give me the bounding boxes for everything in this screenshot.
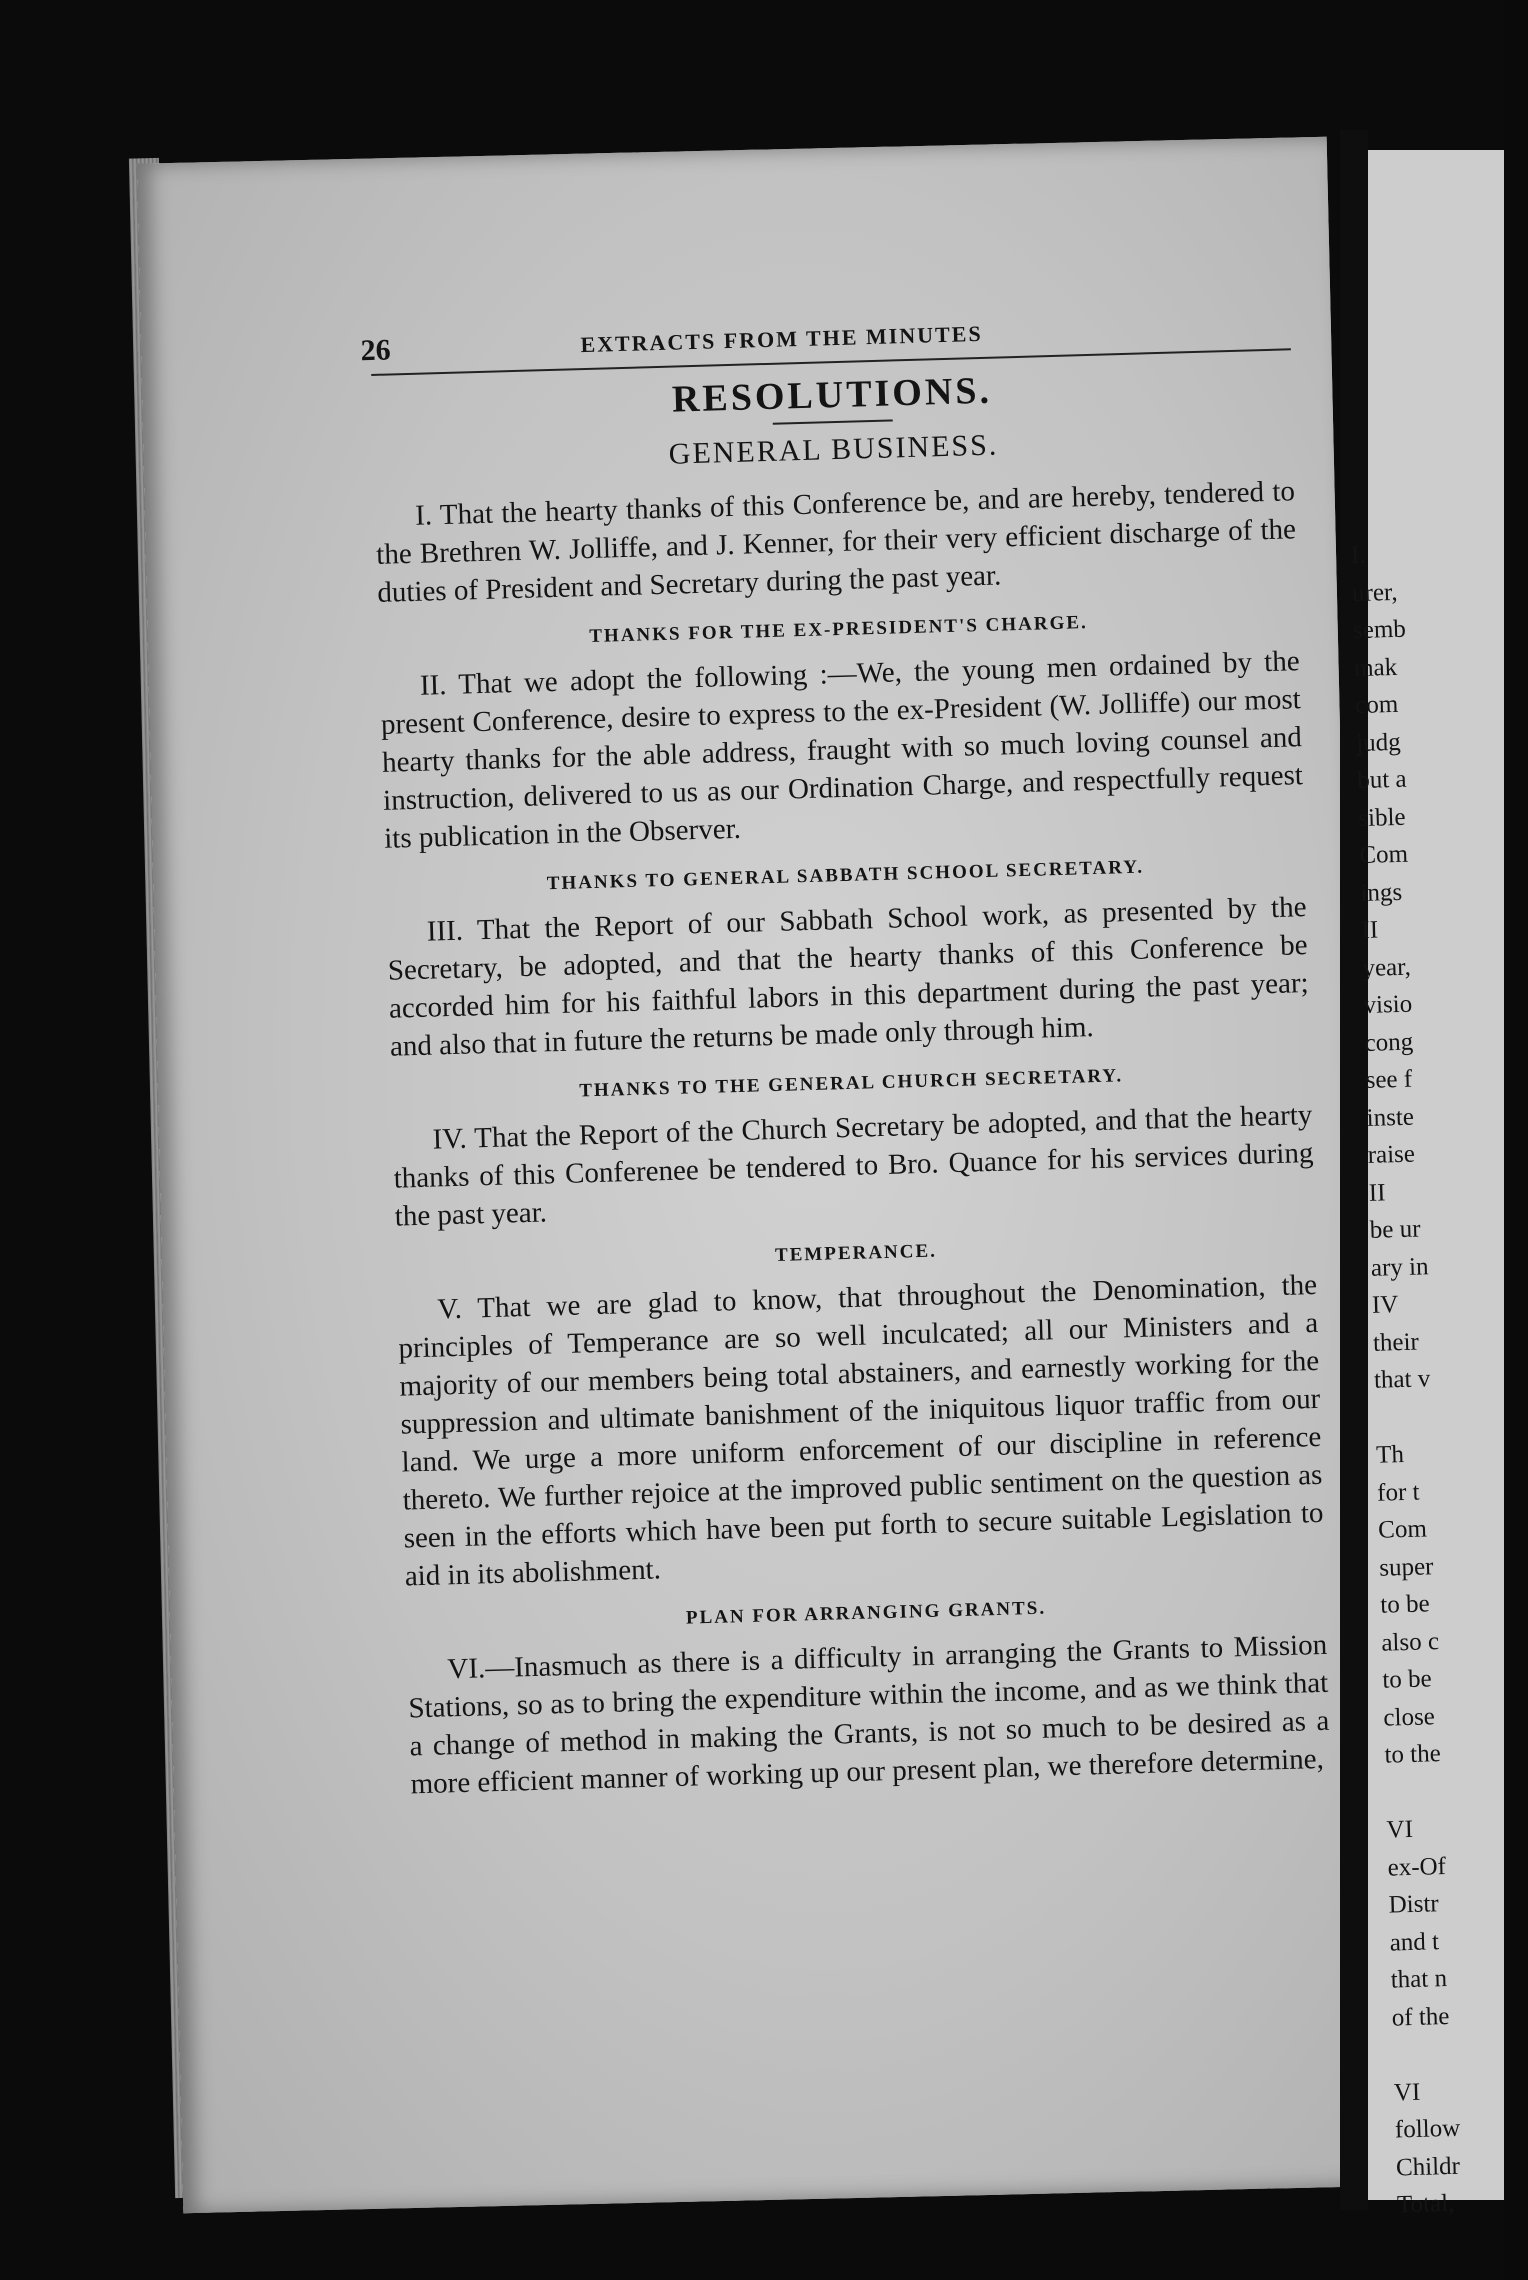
facing-page-line: but a xyxy=(1356,765,1407,795)
facing-page-line: raise xyxy=(1367,1140,1416,1169)
section-heading: THANKS TO THE GENERAL CHURCH SECRETARY. xyxy=(579,1065,1124,1102)
facing-page-line: cong xyxy=(1364,1028,1414,1057)
book-gutter xyxy=(1340,130,1368,2210)
facing-page-line: be ur xyxy=(1369,1215,1421,1244)
section-heading: PLAN FOR ARRANGING GRANTS. xyxy=(685,1597,1047,1629)
facing-page-line: Distr xyxy=(1388,1890,1440,1919)
facing-page-line: also c xyxy=(1380,1627,1440,1657)
running-title: EXTRACTS FROM THE MINUTES xyxy=(580,320,983,358)
resolution-paragraph: IV. That the Report of the Church Secretary be adopted, and that the hearty thanks of this Conferenee be tendered to Bro. Quance for his services during the past year. xyxy=(393,1099,1314,1233)
facing-page-line: their xyxy=(1372,1328,1420,1357)
facing-page-line: see f xyxy=(1365,1065,1413,1094)
facing-page-line xyxy=(1385,1771,1516,1812)
resolution-paragraph: V. That we are glad to know, that throughout the Denomination, the principles of Temperance are so well inculcated; all our Ministers and a majority of our members being total abstainers, and earnestly working for the suppression and ultimate banishment of the iniquitous liquor traffic from our land. We urge a more uniform enforcement of our discipline in reference thereto. We further rejoice at the improved public sentiment on the question as seen in the efforts which have been put forth to secure suitable Legislation to aid in its abolishment. xyxy=(398,1268,1324,1593)
facing-page-line: VI xyxy=(1386,1815,1414,1844)
facing-page-line: for t xyxy=(1376,1478,1420,1507)
facing-page-line: Total, xyxy=(1396,2189,1455,2219)
facing-page-line: urer, xyxy=(1351,578,1398,607)
resolution-paragraph: VI.—Inasmuch as there is a difficulty in arranging the Grants to Mission Stations, so as to bring the expenditure within the income, and as we think that a change of method in making the Grants, is not so much to be desired as a more efficient manner of working up our present plan, we therefore determine, xyxy=(408,1628,1330,1801)
facing-page-line: year, xyxy=(1362,953,1412,982)
resolution-paragraph: II. That we adopt the following :—We, the young men ordained by the present Conference, desire to express to the ex-President (W. Jolliffe) our most hearty thanks for the able address, fraught with so much loving counsel and instruction, delivered to us as our Ordination Charge, and respectfully request its publication in the Observer. xyxy=(380,645,1304,855)
section-heading: THANKS TO GENERAL SABBATH SCHOOL SECRETARY. xyxy=(546,856,1145,895)
facing-page-line: judg xyxy=(1355,728,1402,757)
resolution-paragraph: III. That the Report of our Sabbath School work, as presented by the Secretary, be adopted, and that the hearty thanks of this Conference be accorded him for his faithful labors in this department during the past year; and also that in future the returns be made only through him. xyxy=(387,891,1310,1063)
facing-page-line: ings xyxy=(1360,878,1403,907)
facing-page-line: visio xyxy=(1363,990,1413,1019)
facing-page-line: semb xyxy=(1352,615,1407,645)
facing-page-line: to the xyxy=(1384,1740,1442,1769)
facing-page-line: Com xyxy=(1377,1515,1428,1544)
heading-rule xyxy=(773,419,893,424)
facing-page-line: II xyxy=(1361,916,1379,944)
section-heading: TEMPERANCE. xyxy=(774,1240,938,1267)
facing-page-line: that v xyxy=(1373,1365,1431,1394)
facing-page-line: to be xyxy=(1379,1590,1430,1619)
facing-page-line: sible xyxy=(1357,803,1406,832)
facing-page-line: ary in xyxy=(1370,1252,1429,1282)
facing-page-line: of the xyxy=(1391,2002,1450,2032)
facing-page-line: I. xyxy=(1350,541,1366,570)
sub-heading: GENERAL BUSINESS. xyxy=(668,428,999,471)
facing-page-line: follow xyxy=(1394,2114,1461,2144)
facing-page-line: close xyxy=(1383,1702,1436,1732)
facing-page-line xyxy=(1375,1396,1506,1437)
facing-page-text xyxy=(1350,534,1527,2224)
main-heading: RESOLUTIONS. xyxy=(671,369,993,421)
facing-page-line: inste xyxy=(1366,1103,1415,1132)
facing-page-line: VI xyxy=(1393,2078,1421,2107)
facing-page-line: to be xyxy=(1382,1665,1433,1694)
page-content xyxy=(360,304,1331,1803)
facing-page-line: Th xyxy=(1375,1441,1405,1469)
facing-page-line: mak xyxy=(1353,653,1398,682)
facing-page-line xyxy=(1392,2033,1523,2074)
facing-page-line: super xyxy=(1378,1552,1434,1582)
facing-page-line: Childr xyxy=(1395,2152,1461,2182)
facing-page-line: com xyxy=(1354,690,1399,720)
page-number: 26 xyxy=(360,333,392,368)
facing-page-line: that n xyxy=(1390,1965,1448,1994)
facing-page-line: ex-Of xyxy=(1387,1852,1447,1882)
facing-page-line: Com xyxy=(1358,840,1409,870)
facing-page-line: II xyxy=(1368,1178,1386,1207)
resolution-paragraph: I. That the hearty thanks of this Conference be, and are hereby, tendered to the Brethren W. Jolliffe, and J. Kenner, for their very efficient discharge of the duties of President and Secretary during the past year. xyxy=(375,475,1297,609)
facing-page-line: and t xyxy=(1389,1927,1440,1957)
section-heading: THANKS FOR THE EX-PRESIDENT'S CHARGE. xyxy=(589,612,1089,647)
facing-page-line: IV xyxy=(1371,1291,1399,1319)
resolutions-list xyxy=(375,472,1331,1803)
right-page xyxy=(1350,150,1504,2219)
